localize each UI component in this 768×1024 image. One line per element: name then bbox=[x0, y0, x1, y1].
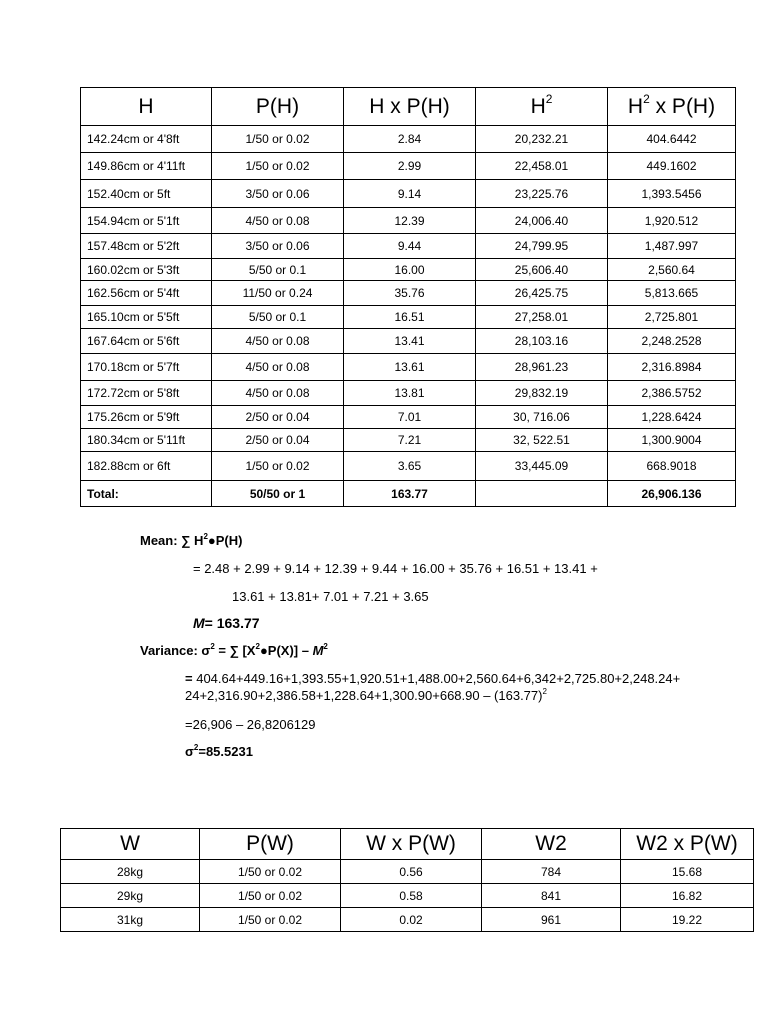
weight-table-body bbox=[61, 860, 754, 932]
cell-w: 31kg bbox=[61, 908, 200, 932]
sigma-result bbox=[185, 744, 253, 759]
height-table-total-row bbox=[81, 481, 736, 507]
header-wpw: W x P(W) bbox=[341, 829, 482, 860]
cell-ph: 11/50 or 0.24 bbox=[212, 281, 344, 306]
cell-h2: 20,232.21 bbox=[476, 126, 608, 153]
cell-hph: 13.81 bbox=[344, 381, 476, 406]
cell-w2: 784 bbox=[482, 860, 621, 884]
cell-ph: 1/50 or 0.02 bbox=[212, 153, 344, 180]
cell-h: 175.26cm or 5'9ft bbox=[81, 406, 212, 429]
cell-h2: 30, 716.06 bbox=[476, 406, 608, 429]
variance-expression bbox=[185, 670, 685, 704]
height-table-row bbox=[81, 429, 736, 452]
cell-wpw: 0.58 bbox=[341, 884, 482, 908]
height-table-row bbox=[81, 180, 736, 208]
cell-hph: 7.21 bbox=[344, 429, 476, 452]
cell-h: 182.88cm or 6ft bbox=[81, 452, 212, 481]
cell-hph: 2.84 bbox=[344, 126, 476, 153]
cell-h: 172.72cm or 5'8ft bbox=[81, 381, 212, 406]
mean-label-sup: 2 bbox=[203, 532, 208, 541]
height-table-row bbox=[81, 329, 736, 354]
mean-value: = 163.77 bbox=[204, 615, 260, 631]
variance-label bbox=[140, 643, 328, 658]
header-hph-text: H x P(H) bbox=[369, 94, 450, 118]
weight-probability-table bbox=[60, 828, 754, 932]
variance-step: =26,906 – 26,8206129 bbox=[185, 717, 316, 732]
cell-h: 152.40cm or 5ft bbox=[81, 180, 212, 208]
cell-ph: 3/50 or 0.06 bbox=[212, 234, 344, 259]
variance-mid2: ●P(X)] – bbox=[259, 643, 313, 658]
cell-h2ph: 1,487.997 bbox=[608, 234, 736, 259]
weight-table-row bbox=[61, 908, 754, 932]
cell-w2: 961 bbox=[482, 908, 621, 932]
height-probability-table bbox=[80, 87, 736, 507]
header-h2-sup: 2 bbox=[545, 91, 553, 106]
cell-hph: 2.99 bbox=[344, 153, 476, 180]
variance-sup3: 2 bbox=[323, 642, 328, 651]
cell-h: 154.94cm or 5'1ft bbox=[81, 208, 212, 234]
cell-pw: 1/50 or 0.02 bbox=[200, 884, 341, 908]
cell-h2: 28,961.23 bbox=[476, 354, 608, 381]
height-table-row bbox=[81, 306, 736, 329]
cell-h2: 33,445.09 bbox=[476, 452, 608, 481]
height-table-row bbox=[81, 153, 736, 180]
cell-h2ph: 449.1602 bbox=[608, 153, 736, 180]
weight-table-row bbox=[61, 884, 754, 908]
cell-h2ph: 2,386.5752 bbox=[608, 381, 736, 406]
cell-ph: 1/50 or 0.02 bbox=[212, 452, 344, 481]
cell-h2ph: 2,725.801 bbox=[608, 306, 736, 329]
cell-h: 160.02cm or 5'3ft bbox=[81, 259, 212, 281]
cell-h2ph: 2,248.2528 bbox=[608, 329, 736, 354]
cell-h2ph: 1,393.5456 bbox=[608, 180, 736, 208]
cell-h: 165.10cm or 5'5ft bbox=[81, 306, 212, 329]
cell-h2ph: 1,300.9004 bbox=[608, 429, 736, 452]
cell-h2: 29,832.19 bbox=[476, 381, 608, 406]
mean-label-text: Mean: ∑ H bbox=[140, 533, 204, 548]
cell-w: 28kg bbox=[61, 860, 200, 884]
variance-sup2: 2 bbox=[255, 642, 260, 651]
cell-ph: 2/50 or 0.04 bbox=[212, 406, 344, 429]
mean-expression-line2: 13.61 + 13.81+ 7.01 + 7.21 + 3.65 bbox=[232, 589, 429, 604]
cell-h2: 24,006.40 bbox=[476, 208, 608, 234]
cell-hph: 16.00 bbox=[344, 259, 476, 281]
total-h2 bbox=[476, 481, 608, 507]
cell-ph: 4/50 or 0.08 bbox=[212, 208, 344, 234]
sigma-sup: 2 bbox=[193, 743, 199, 752]
variance-label-text: Variance: σ bbox=[140, 643, 211, 658]
variance-sup: 2 bbox=[210, 642, 215, 651]
cell-h2: 25,606.40 bbox=[476, 259, 608, 281]
cell-h: 170.18cm or 5'7ft bbox=[81, 354, 212, 381]
cell-ph: 5/50 or 0.1 bbox=[212, 259, 344, 281]
cell-wpw: 0.56 bbox=[341, 860, 482, 884]
sigma-label: σ bbox=[185, 744, 194, 759]
cell-hph: 3.65 bbox=[344, 452, 476, 481]
cell-w2: 841 bbox=[482, 884, 621, 908]
header-h2ph-base: H bbox=[627, 94, 644, 118]
header-ph-text: P(H) bbox=[255, 94, 300, 118]
header-w: W bbox=[61, 829, 200, 860]
height-table-row bbox=[81, 381, 736, 406]
height-table-row bbox=[81, 234, 736, 259]
cell-hph: 9.14 bbox=[344, 180, 476, 208]
cell-wpw: 0.02 bbox=[341, 908, 482, 932]
cell-pw: 1/50 or 0.02 bbox=[200, 860, 341, 884]
cell-h2: 24,799.95 bbox=[476, 234, 608, 259]
cell-h: 157.48cm or 5'2ft bbox=[81, 234, 212, 259]
variance-mid: = ∑ [X bbox=[214, 643, 256, 658]
header-w2: W2 bbox=[482, 829, 621, 860]
cell-h2: 26,425.75 bbox=[476, 281, 608, 306]
mean-expression-line1: = 2.48 + 2.99 + 9.14 + 12.39 + 9.44 + 16.00 + 35.76 + 16.51 + 13.41 + bbox=[193, 561, 598, 576]
cell-w2pw: 19.22 bbox=[621, 908, 754, 932]
cell-h: 142.24cm or 4'8ft bbox=[81, 126, 212, 153]
total-ph: 50/50 or 1 bbox=[212, 481, 344, 507]
height-table-row bbox=[81, 452, 736, 481]
mean-label-rest: ●P(H) bbox=[207, 533, 243, 548]
header-h2-base: H bbox=[530, 94, 546, 118]
height-table-row bbox=[81, 259, 736, 281]
cell-ph: 4/50 or 0.08 bbox=[212, 329, 344, 354]
cell-h: 149.86cm or 4'11ft bbox=[81, 153, 212, 180]
cell-h: 180.34cm or 5'11ft bbox=[81, 429, 212, 452]
variance-expr-text: 404.64+449.16+1,393.55+1,920.51+1,488.00+2,560.64+6,342+2,725.80+2,248.24+24+2,316.90+2,386.58+1,228.64+1,300.90+668.90 – (163.77) bbox=[185, 671, 681, 703]
header-h bbox=[81, 88, 212, 126]
cell-ph: 3/50 or 0.06 bbox=[212, 180, 344, 208]
cell-h2ph: 1,228.6424 bbox=[608, 406, 736, 429]
cell-hph: 13.41 bbox=[344, 329, 476, 354]
cell-h2ph: 404.6442 bbox=[608, 126, 736, 153]
cell-hph: 7.01 bbox=[344, 406, 476, 429]
cell-h2: 22,458.01 bbox=[476, 153, 608, 180]
height-table-body bbox=[81, 126, 736, 507]
mean-result bbox=[193, 615, 260, 631]
cell-h2: 27,258.01 bbox=[476, 306, 608, 329]
height-table-row bbox=[81, 406, 736, 429]
variance-expr-sup: 2 bbox=[542, 687, 547, 696]
cell-w: 29kg bbox=[61, 884, 200, 908]
mean-symbol: M bbox=[193, 615, 205, 631]
total-hph: 163.77 bbox=[344, 481, 476, 507]
height-table-header-row bbox=[81, 88, 736, 126]
cell-hph: 16.51 bbox=[344, 306, 476, 329]
cell-h2ph: 5,813.665 bbox=[608, 281, 736, 306]
cell-hph: 13.61 bbox=[344, 354, 476, 381]
height-table-row bbox=[81, 208, 736, 234]
variance-m: M bbox=[312, 643, 324, 658]
total-h2ph: 26,906.136 bbox=[608, 481, 736, 507]
cell-h2: 32, 522.51 bbox=[476, 429, 608, 452]
height-table-row bbox=[81, 281, 736, 306]
header-ph bbox=[212, 88, 344, 126]
cell-ph: 1/50 or 0.02 bbox=[212, 126, 344, 153]
cell-h: 167.64cm or 5'6ft bbox=[81, 329, 212, 354]
header-h-text: H bbox=[138, 94, 154, 118]
cell-ph: 2/50 or 0.04 bbox=[212, 429, 344, 452]
cell-w2pw: 16.82 bbox=[621, 884, 754, 908]
variance-eq-prefix: = bbox=[185, 671, 197, 686]
header-h2 bbox=[476, 88, 608, 126]
cell-pw: 1/50 or 0.02 bbox=[200, 908, 341, 932]
cell-w2pw: 15.68 bbox=[621, 860, 754, 884]
cell-ph: 4/50 or 0.08 bbox=[212, 354, 344, 381]
cell-h2ph: 2,560.64 bbox=[608, 259, 736, 281]
total-label: Total: bbox=[81, 481, 212, 507]
weight-table-row bbox=[61, 860, 754, 884]
cell-h: 162.56cm or 5'4ft bbox=[81, 281, 212, 306]
cell-hph: 12.39 bbox=[344, 208, 476, 234]
weight-table-header-row bbox=[61, 829, 754, 860]
header-h2ph bbox=[608, 88, 736, 126]
cell-h2ph: 1,920.512 bbox=[608, 208, 736, 234]
cell-h2ph: 2,316.8984 bbox=[608, 354, 736, 381]
cell-h2: 23,225.76 bbox=[476, 180, 608, 208]
mean-label bbox=[140, 533, 242, 548]
header-h2ph-sup: 2 bbox=[643, 91, 650, 106]
header-pw: P(W) bbox=[200, 829, 341, 860]
cell-hph: 9.44 bbox=[344, 234, 476, 259]
cell-ph: 4/50 or 0.08 bbox=[212, 381, 344, 406]
cell-hph: 35.76 bbox=[344, 281, 476, 306]
sigma-value: =85.5231 bbox=[198, 744, 253, 759]
cell-h2: 28,103.16 bbox=[476, 329, 608, 354]
header-h2ph-rest: x P(H) bbox=[649, 94, 716, 118]
height-table-row bbox=[81, 126, 736, 153]
cell-ph: 5/50 or 0.1 bbox=[212, 306, 344, 329]
header-w2pw: W2 x P(W) bbox=[621, 829, 754, 860]
height-table-row bbox=[81, 354, 736, 381]
cell-h2ph: 668.9018 bbox=[608, 452, 736, 481]
header-hph bbox=[344, 88, 476, 126]
